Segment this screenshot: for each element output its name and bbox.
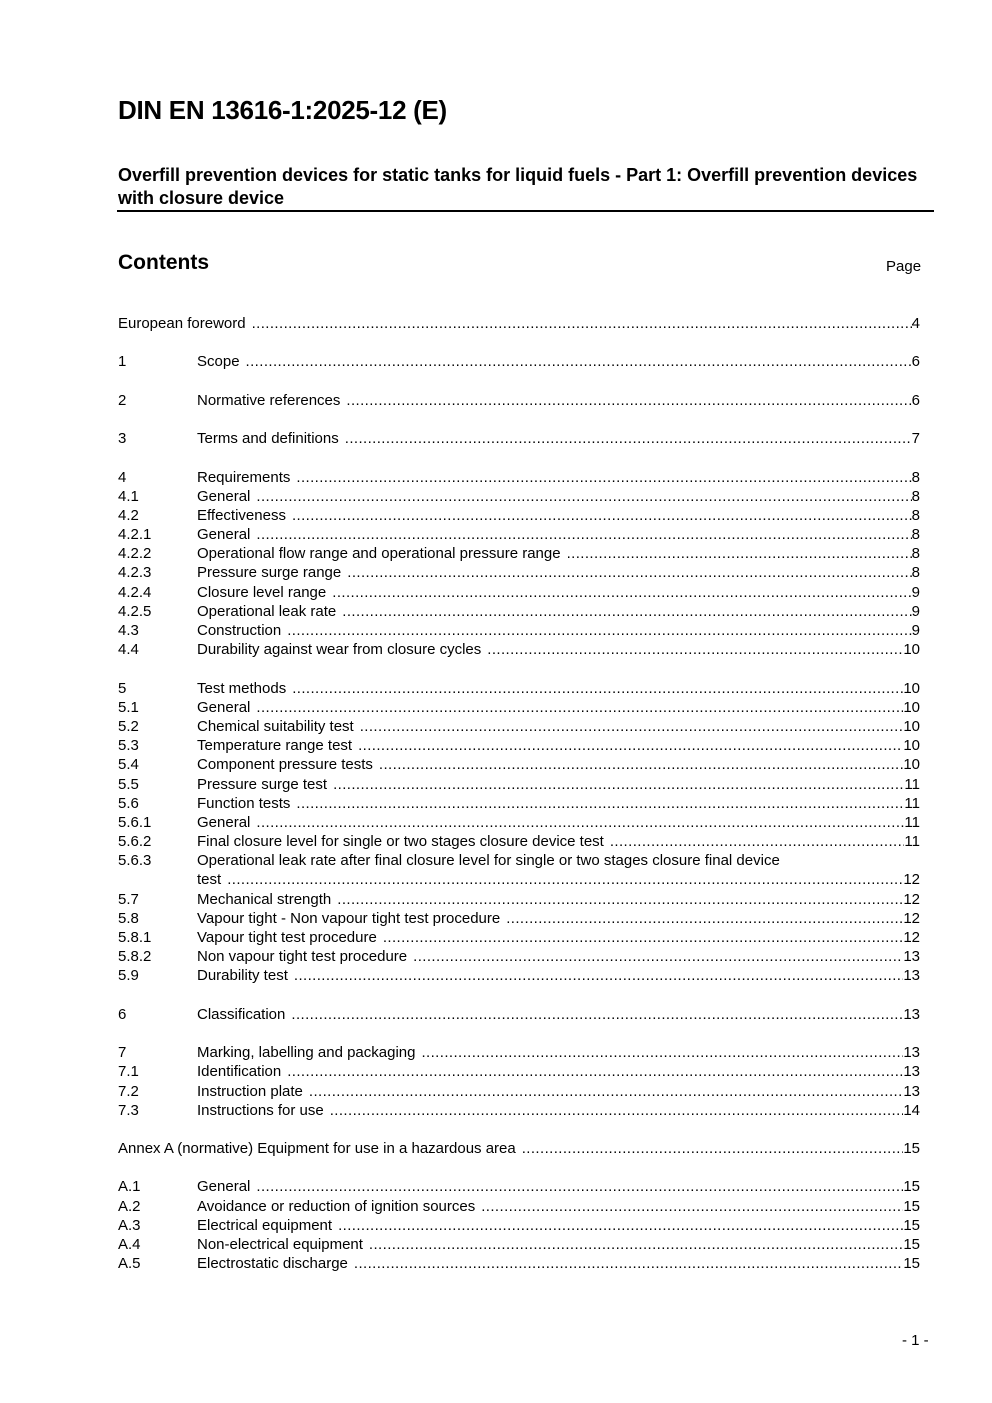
toc-entry[interactable] — [118, 1101, 920, 1120]
toc-leader-dots — [346, 391, 911, 410]
toc-entry[interactable] — [118, 1235, 920, 1254]
toc-entry[interactable] — [118, 1197, 920, 1216]
toc-entry-number: 5.6.3 — [118, 852, 152, 870]
toc-entry[interactable] — [118, 640, 920, 659]
toc-entry-page: 11 — [904, 833, 920, 851]
toc-entry-title: Mechanical strength — [197, 890, 332, 908]
toc-entry-page: 9 — [911, 622, 920, 639]
toc-entry-title: Electrical equipment — [197, 1216, 333, 1234]
toc-entry[interactable] — [118, 1062, 920, 1081]
toc-entry[interactable] — [118, 621, 920, 640]
toc-leader-dots — [291, 1005, 903, 1024]
toc-leader-dots — [413, 947, 903, 966]
toc-entry[interactable] — [118, 1139, 920, 1158]
toc-entry-number: 4.3 — [118, 622, 139, 639]
toc-entry-title: Component pressure tests — [197, 756, 373, 774]
toc-entry-page: 15 — [903, 1255, 920, 1273]
toc-entry[interactable] — [118, 832, 920, 851]
toc-entry-title: Temperature range test — [197, 737, 353, 755]
toc-leader-dots — [296, 794, 904, 813]
toc-entry[interactable] — [118, 679, 920, 698]
toc-leader-dots — [354, 1254, 903, 1273]
toc-entry-title: Scope — [197, 353, 240, 371]
toc-entry[interactable] — [118, 563, 920, 582]
toc-leader-dots — [379, 755, 903, 774]
toc-entry[interactable] — [118, 736, 920, 755]
toc-entry-page: 13 — [903, 1082, 920, 1100]
toc-entry[interactable] — [118, 1177, 920, 1196]
toc-leader-dots — [369, 1235, 903, 1254]
toc-entry-page: 15 — [903, 1216, 920, 1234]
toc-entry[interactable] — [118, 1043, 920, 1062]
toc-entry-number: 4.2 — [118, 506, 139, 524]
title-divider — [117, 210, 934, 212]
toc-leader-dots — [292, 506, 912, 525]
document-subtitle: Overfill prevention devices for static tanks for liquid fuels - Part 1: Overfill prevention devices with closure device — [118, 165, 918, 208]
toc-leader-dots — [567, 544, 912, 563]
toc-entry-title: General — [197, 487, 251, 505]
toc-entry-title: Avoidance or reduction of ignition sources — [197, 1197, 476, 1215]
toc-entry-title: General — [197, 813, 251, 831]
toc-entry-page: 10 — [903, 698, 920, 716]
contents-heading: Contents — [118, 251, 209, 274]
toc-leader-dots — [506, 909, 903, 928]
toc-entry-page: 8 — [911, 564, 920, 582]
toc-entry-page: 8 — [911, 545, 920, 563]
table-of-contents — [118, 314, 920, 1273]
toc-entry-page: 11 — [904, 794, 920, 812]
toc-entry-page: 13 — [903, 967, 920, 985]
toc-entry-number: A.3 — [118, 1216, 141, 1234]
toc-entry-title: Construction — [197, 622, 282, 639]
toc-leader-dots — [345, 429, 912, 448]
toc-entry-title: Instructions for use — [197, 1101, 324, 1119]
toc-entry-number: A.4 — [118, 1236, 141, 1253]
toc-leader-dots — [332, 583, 911, 602]
toc-entry-title: Pressure surge test — [197, 775, 328, 793]
toc-entry-number: 5.8 — [118, 909, 139, 927]
toc-entry-title: Electrostatic discharge — [197, 1255, 348, 1273]
toc-entry-page: 10 — [903, 756, 920, 774]
toc-leader-dots — [256, 487, 911, 506]
toc-entry-page: 15 — [903, 1197, 920, 1215]
toc-entry-number: 6 — [118, 1005, 127, 1023]
toc-entry-title: Closure level range — [197, 583, 327, 601]
toc-entry[interactable] — [118, 506, 920, 525]
toc-entry[interactable] — [118, 1005, 920, 1024]
toc-entry-title: General — [197, 698, 251, 716]
toc-entry[interactable] — [118, 1216, 920, 1235]
toc-leader-dots — [287, 621, 911, 640]
toc-entry-title: Non-electrical equipment — [197, 1236, 363, 1253]
toc-leader-dots — [333, 775, 904, 794]
toc-entry-title: Identification — [197, 1063, 282, 1081]
toc-leader-dots — [294, 966, 903, 985]
toc-entry-title: Non vapour tight test procedure — [197, 948, 408, 966]
toc-entry[interactable] — [118, 928, 920, 947]
toc-leader-dots — [347, 563, 911, 582]
toc-entry-title: Operational leak rate after final closure level for single or two stages closure final device — [197, 852, 780, 870]
toc-entry-number: 5.1 — [118, 698, 139, 716]
toc-entry-page: 13 — [903, 1044, 920, 1062]
toc-entry[interactable] — [118, 794, 920, 813]
toc-leader-dots — [256, 1177, 903, 1196]
toc-entry-title: Vapour tight test procedure — [197, 929, 377, 946]
toc-leader-dots — [487, 640, 903, 659]
toc-entry-title: Chemical suitability test — [197, 717, 354, 735]
toc-entry-number: 3 — [118, 430, 127, 448]
toc-entry-title: Durability against wear from closure cycles — [197, 641, 482, 659]
toc-entry-page: 12 — [903, 871, 920, 889]
toc-entry[interactable] — [118, 947, 920, 966]
toc-entry-page: 13 — [903, 948, 920, 966]
toc-leader-dots — [337, 890, 903, 909]
toc-entry-number: 7 — [118, 1044, 127, 1062]
toc-leader-dots — [246, 352, 912, 371]
toc-entry[interactable] — [118, 352, 920, 371]
toc-entry-page: 15 — [903, 1178, 920, 1196]
toc-entry[interactable] — [118, 487, 920, 506]
toc-entry-page: 7 — [911, 430, 920, 448]
toc-entry-title: European foreword — [118, 315, 246, 332]
toc-entry-number: 1 — [118, 353, 127, 371]
toc-entry-page: 8 — [911, 487, 920, 505]
toc-entry-title: Final closure level for single or two stages closure device test — [197, 833, 604, 851]
document-title: DIN EN 13616-1:2025-12 (E) — [118, 95, 447, 125]
toc-entry-number: 4 — [118, 468, 127, 486]
toc-entry-number: 5.5 — [118, 775, 139, 793]
toc-entry-number: 4.2.1 — [118, 526, 152, 544]
toc-entry-number: 5.6.1 — [118, 813, 152, 831]
toc-entry-number: 5.4 — [118, 756, 139, 774]
toc-entry-number: 5.2 — [118, 717, 139, 735]
toc-entry-title: Terms and definitions — [197, 430, 339, 448]
toc-entry-title: Requirements — [197, 468, 291, 486]
toc-entry-title: Normative references — [197, 391, 341, 409]
toc-entry-title: Pressure surge range — [197, 564, 342, 582]
toc-entry[interactable] — [118, 851, 920, 870]
toc-entry-page: 6 — [911, 391, 920, 409]
toc-entry-number: 2 — [118, 391, 127, 409]
toc-entry-title: Operational flow range and operational pressure range — [197, 545, 561, 563]
toc-entry-number: 5.9 — [118, 967, 139, 985]
toc-entry-page: 8 — [911, 506, 920, 524]
toc-leader-dots — [256, 813, 904, 832]
toc-entry-page: 14 — [903, 1101, 920, 1119]
toc-entry-page: 13 — [903, 1005, 920, 1023]
toc-entry-number: 5.8.2 — [118, 948, 152, 966]
page-column-label: Page — [886, 258, 922, 275]
toc-leader-dots — [256, 525, 911, 544]
toc-leader-dots — [330, 1101, 904, 1120]
toc-entry-number: A.5 — [118, 1255, 141, 1273]
toc-leader-dots — [252, 314, 912, 333]
toc-entry-page: 13 — [903, 1063, 920, 1081]
toc-entry-number: 4.2.4 — [118, 583, 152, 601]
toc-entry[interactable] — [118, 583, 920, 602]
toc-leader-dots — [358, 736, 903, 755]
toc-entry-title: Vapour tight - Non vapour tight test procedure — [197, 909, 501, 927]
toc-entry-number: 5.3 — [118, 737, 139, 755]
toc-leader-dots — [292, 679, 903, 698]
toc-entry[interactable] — [118, 429, 920, 448]
toc-entry-number: 5 — [118, 679, 127, 697]
toc-leader-dots — [256, 698, 903, 717]
toc-entry-number: A.2 — [118, 1197, 141, 1215]
toc-entry-title: General — [197, 1178, 251, 1196]
toc-entry-title: Annex A (normative) Equipment for use in a hazardous area — [118, 1140, 516, 1158]
toc-entry-page: 11 — [904, 775, 920, 793]
toc-leader-dots — [338, 1216, 903, 1235]
toc-entry-title: Instruction plate — [197, 1082, 303, 1100]
toc-leader-dots — [287, 1062, 903, 1081]
toc-entry[interactable] — [118, 525, 920, 544]
toc-entry[interactable] — [118, 890, 920, 909]
toc-leader-dots — [296, 468, 911, 487]
toc-entry-number: 7.3 — [118, 1101, 139, 1119]
toc-entry[interactable] — [118, 755, 920, 774]
toc-leader-dots — [309, 1082, 903, 1101]
toc-entry-page: 10 — [903, 737, 920, 755]
toc-entry-number: 5.6 — [118, 794, 139, 812]
toc-entry-page: 15 — [903, 1236, 920, 1253]
toc-leader-dots — [227, 870, 903, 889]
toc-entry[interactable] — [118, 966, 920, 985]
toc-entry-title: Marking, labelling and packaging — [197, 1044, 416, 1062]
toc-entry[interactable] — [118, 775, 920, 794]
toc-leader-dots — [481, 1197, 903, 1216]
toc-entry-page: 9 — [911, 602, 920, 620]
toc-entry[interactable] — [118, 909, 920, 928]
toc-leader-dots — [421, 1043, 903, 1062]
toc-entry[interactable] — [118, 698, 920, 717]
toc-entry[interactable] — [118, 1254, 920, 1273]
toc-entry-page: 12 — [903, 890, 920, 908]
toc-entry-page: 10 — [903, 679, 920, 697]
toc-entry[interactable] — [118, 468, 920, 487]
toc-entry-title: Effectiveness — [197, 506, 286, 524]
toc-entry-number: 4.2.2 — [118, 545, 152, 563]
toc-entry-number: 5.6.2 — [118, 833, 152, 851]
toc-entry[interactable] — [118, 602, 920, 621]
toc-entry-title: Classification — [197, 1005, 286, 1023]
toc-entry-continuation[interactable] — [118, 870, 920, 889]
toc-entry[interactable] — [118, 1082, 920, 1101]
footer-page-number: - 1 - — [902, 1332, 929, 1349]
toc-entry-number: A.1 — [118, 1178, 141, 1196]
toc-entry-page: 9 — [911, 583, 920, 601]
toc-entry-number: 7.2 — [118, 1082, 139, 1100]
toc-entry-page: 12 — [903, 929, 920, 946]
toc-entry-title-continuation: test — [197, 871, 222, 889]
toc-entry-page: 12 — [903, 909, 920, 927]
toc-entry-number: 4.2.5 — [118, 602, 152, 620]
toc-entry-title: Operational leak rate — [197, 602, 337, 620]
toc-entry-title: General — [197, 526, 251, 544]
toc-leader-dots — [342, 602, 911, 621]
toc-entry-page: 10 — [903, 717, 920, 735]
toc-entry-title: Test methods — [197, 679, 287, 697]
toc-entry-page: 8 — [911, 468, 920, 486]
toc-entry-title: Durability test — [197, 967, 288, 985]
toc-entry-number: 4.1 — [118, 487, 139, 505]
toc-entry-page: 8 — [911, 526, 920, 544]
toc-entry-title: Function tests — [197, 794, 291, 812]
toc-entry-page: 11 — [904, 813, 920, 831]
toc-leader-dots — [522, 1139, 904, 1158]
toc-leader-dots — [610, 832, 905, 851]
toc-entry-page: 4 — [911, 315, 920, 332]
toc-leader-dots — [360, 717, 904, 736]
toc-entry[interactable] — [118, 717, 920, 736]
toc-entry-number: 5.7 — [118, 890, 139, 908]
toc-entry[interactable] — [118, 314, 920, 333]
toc-entry-number: 7.1 — [118, 1063, 139, 1081]
toc-entry-page: 15 — [903, 1140, 920, 1158]
toc-leader-dots — [383, 928, 903, 947]
toc-entry-number: 4.2.3 — [118, 564, 152, 582]
toc-entry-page: 6 — [911, 353, 920, 371]
toc-entry-number: 4.4 — [118, 641, 139, 659]
toc-entry[interactable] — [118, 813, 920, 832]
toc-entry-page: 10 — [903, 641, 920, 659]
toc-entry-number: 5.8.1 — [118, 929, 152, 946]
toc-entry[interactable] — [118, 544, 920, 563]
toc-entry[interactable] — [118, 391, 920, 410]
